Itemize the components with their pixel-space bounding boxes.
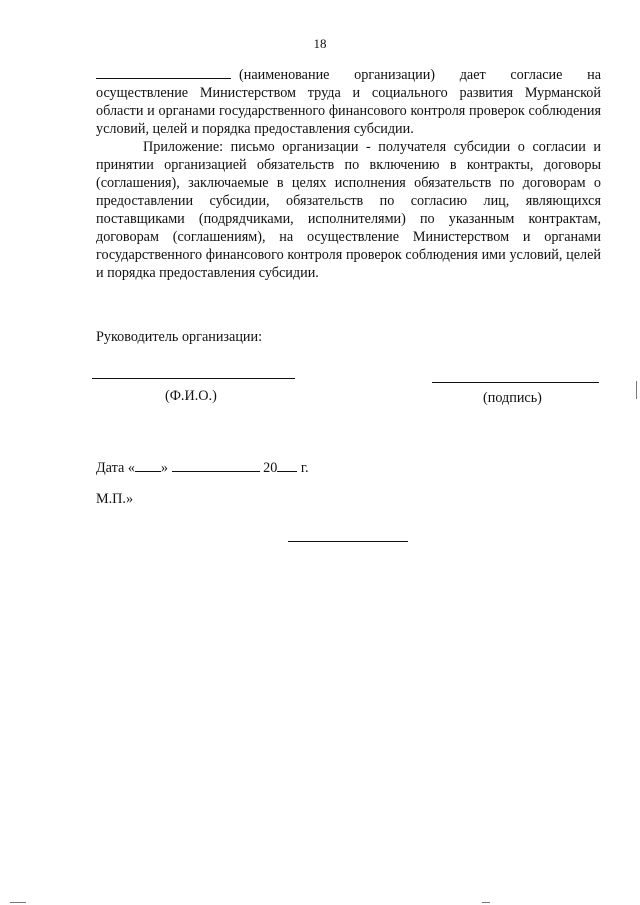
consent-paragraph xyxy=(96,66,601,138)
scan-edge-mark-bottom-left xyxy=(10,902,26,903)
attachment-paragraph: Приложение: письмо организации - получателя субсидии о согласии и принятии организацией обязательств по включению в контракты, договоры (соглашения), заключаемые в целях исполнения обязательств по договорам о предоставлении субсидии, обязательств по согласию лиц, являющихся поставщиками (подрядчиками, исполнителями) по указанным контрактам, договорам (соглашениям), на осуществление Министерством и органами государственного финансового контроля проверок соблюдения ими условий, целей и порядка предоставления субсидии. xyxy=(96,139,601,281)
organization-name-blank xyxy=(96,66,231,79)
date-row xyxy=(96,460,309,477)
date-year-suffix: г. xyxy=(300,460,309,476)
date-prefix: Дата « xyxy=(96,460,135,476)
scan-edge-mark-bottom xyxy=(482,902,490,903)
head-of-organization-label: Руководитель организации: xyxy=(96,329,263,345)
scan-edge-mark-right xyxy=(636,381,637,399)
day-blank xyxy=(135,460,161,472)
date-close-quote: » xyxy=(160,460,169,476)
signature-caption: (подпись) xyxy=(483,390,542,406)
page-number: 18 xyxy=(313,36,327,51)
date-century: 20 xyxy=(263,460,278,476)
signature-line xyxy=(432,382,599,383)
end-of-document-line xyxy=(288,541,408,542)
stamp-label: М.П.» xyxy=(96,491,134,507)
year-blank xyxy=(277,460,297,472)
month-blank xyxy=(172,460,260,472)
consent-text: (наименование организации) дает согласие на осуществление Министерством труда и социального развития Мурманской области и органами государственного финансового контроля проверок соблюдения условий, целей и порядка предоставления субсидии. xyxy=(96,67,601,137)
fio-caption: (Ф.И.О.) xyxy=(165,388,217,404)
fio-signature-line xyxy=(92,378,295,379)
